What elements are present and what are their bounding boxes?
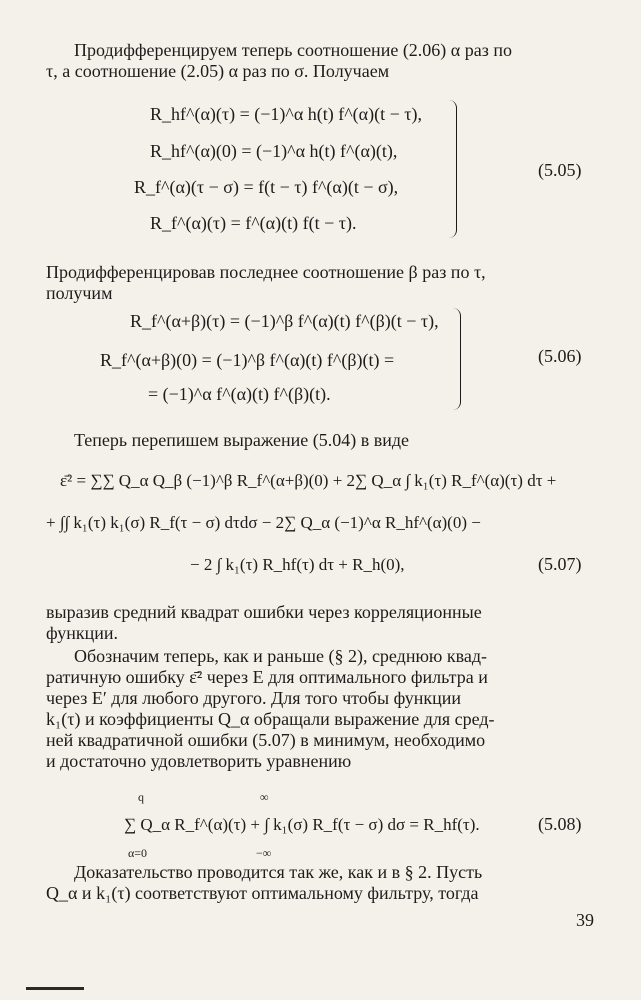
eq-505-line-1: R_hf^(α)(τ) = (−1)^α h(t) f^(α)(t − τ), [150, 104, 422, 124]
eq-505-line-4: R_f^(α)(τ) = f^(α)(t) f(t − τ). [150, 213, 357, 233]
page-number: 39 [576, 910, 594, 930]
eq-506-brace [452, 308, 461, 410]
paragraph-5-line-1: Обозначим теперь, как и раньше (§ 2), среднюю квад- [74, 646, 488, 666]
paragraph-5-line-4: k₁(τ) и коэффициенты Q_α обращали выражение для сред- [46, 709, 495, 729]
paragraph-6 [46, 862, 594, 904]
paragraph-5-line-2: ратичную ошибку ε̄² через E для оптимального фильтра и [46, 667, 488, 687]
paragraph-6-line-2: Q_α и k₁(τ) соответствуют оптимальному фильтру, тогда [46, 883, 479, 903]
paragraph-5 [46, 646, 594, 772]
paragraph-4-line-2: функции. [46, 623, 118, 643]
paragraph-4-line-1: выразив средний квадрат ошибки через корреляционные [46, 602, 482, 622]
paragraph-5-line-6: и достаточно удовлетворить уравнению [46, 751, 352, 771]
eq-505-number: (5.05) [538, 160, 582, 180]
paragraph-2-line-1: Продифференцировав последнее соотношение β раз по τ, [46, 262, 486, 282]
eq-508-int-lower: −∞ [256, 846, 272, 860]
eq-507-line-2: + ∫∫ k₁(τ) k₁(σ) R_f(τ − σ) dτdσ − 2∑ Q_α (−1)^α R_hf^(α)(0) − [46, 513, 481, 532]
eq-507-line-1: ε̄² = ∑∑ Q_α Q_β (−1)^β R_f^(α+β)(0) + 2∑ Q_α ∫ k₁(τ) R_f^(α)(τ) dτ + [60, 471, 557, 490]
paragraph-2 [46, 262, 594, 304]
eq-507-line-3: − 2 ∫ k₁(τ) R_hf(τ) dτ + R_h(0), [190, 555, 405, 574]
eq-508-sum-upper: q [138, 790, 144, 804]
bottom-rule [26, 987, 84, 990]
eq-506-line-2: R_f^(α+β)(0) = (−1)^β f^(α)(t) f^(β)(t) = [100, 350, 395, 370]
eq-508-number: (5.08) [538, 814, 582, 834]
eq-505-brace [448, 100, 457, 238]
eq-506-line-3: = (−1)^α f^(α)(t) f^(β)(t). [148, 384, 331, 404]
paragraph-1-line-1: Продифференцируем теперь соотношение (2.06) α раз по [74, 40, 512, 60]
eq-508-body: ∑ Q_α R_f^(α)(τ) + ∫ k₁(σ) R_f(τ − σ) dσ = R_hf(τ). [124, 815, 480, 834]
eq-506-number: (5.06) [538, 346, 582, 366]
paragraph-1 [46, 40, 594, 82]
eq-508-int-upper: ∞ [260, 790, 269, 804]
paragraph-6-line-1: Доказательство проводится так же, как и в § 2. Пусть [74, 862, 483, 882]
paragraph-3 [46, 430, 594, 451]
paragraph-2-line-2: получим [46, 283, 113, 303]
paragraph-1-line-2: τ, а соотношение (2.05) α раз по σ. Получаем [46, 61, 390, 81]
eq-507-number: (5.07) [538, 554, 582, 574]
eq-505-line-3: R_f^(α)(τ − σ) = f(t − τ) f^(α)(t − σ), [134, 177, 399, 197]
eq-505-line-2: R_hf^(α)(0) = (−1)^α h(t) f^(α)(t), [150, 141, 398, 161]
paragraph-3-line-1: Теперь перепишем выражение (5.04) в виде [74, 430, 410, 450]
paragraph-4 [46, 602, 594, 644]
eq-508-sum-lower: α=0 [128, 846, 148, 860]
eq-506-line-1: R_f^(α+β)(τ) = (−1)^β f^(α)(t) f^(β)(t − τ), [130, 311, 439, 331]
paragraph-5-line-5: ней квадратичной ошибки (5.07) в минимум, необходимо [46, 730, 486, 750]
paragraph-5-line-3: через E′ для любого другого. Для того чтобы функции [46, 688, 462, 708]
